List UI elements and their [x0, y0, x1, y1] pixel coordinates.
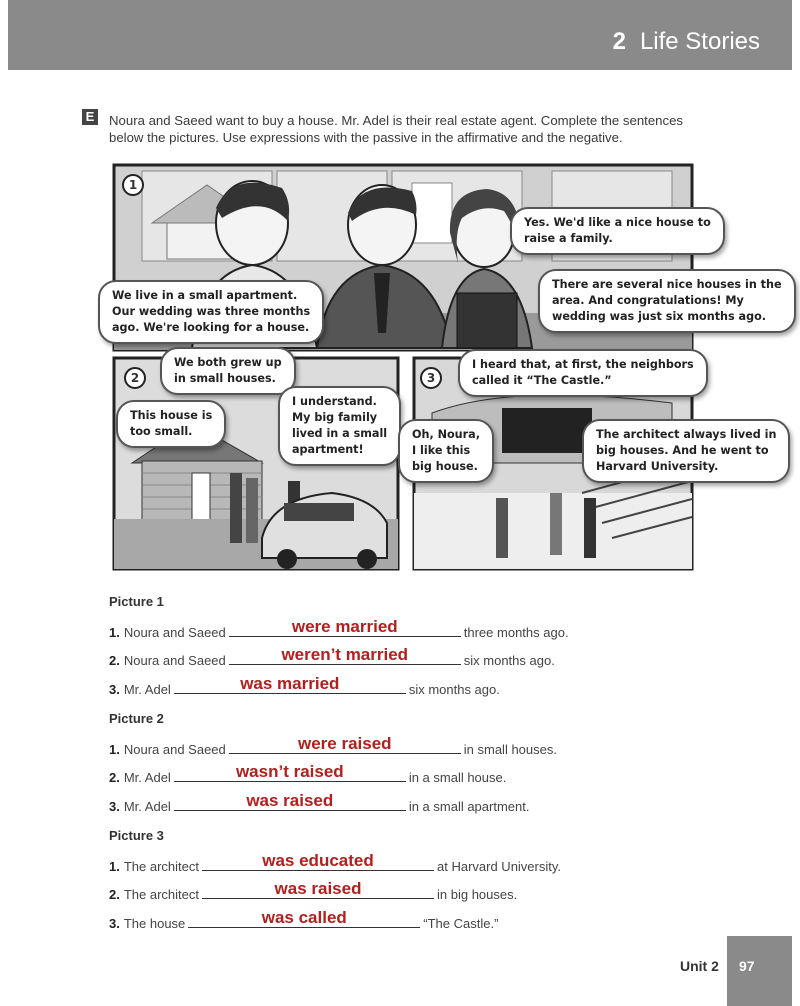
unit-title-text: Life Stories: [639, 28, 760, 55]
bubble-line: The architect always lived in: [596, 428, 777, 441]
sentence-start: The architect: [123, 887, 199, 902]
comic-illustration: [112, 163, 782, 571]
footer-unit-label: Unit 2: [680, 958, 719, 974]
sentence-start: Mr. Adel: [123, 682, 171, 697]
sentence-start: Noura and Saeed: [123, 625, 226, 640]
speech-bubble-understand: [278, 386, 401, 466]
answer-blank[interactable]: [174, 762, 406, 782]
sentence-row: [109, 674, 500, 699]
bubble-line: Our wedding was three months: [112, 305, 311, 318]
speech-bubble-like-house: [398, 419, 494, 483]
answer-text: was married: [240, 674, 340, 693]
speech-bubble-castle: [458, 349, 708, 397]
sentence-end: six months ago.: [408, 682, 500, 697]
sentence-end: in small houses.: [463, 742, 557, 757]
item-number: 2.: [109, 653, 120, 668]
bubble-line: lived in a small: [292, 427, 388, 440]
sentence-start: The architect: [123, 859, 199, 874]
bubble-line: I like this: [412, 444, 471, 457]
bubble-line: This house is: [130, 409, 213, 422]
answer-text: were raised: [297, 734, 392, 753]
answer-blank[interactable]: [229, 617, 461, 637]
panel-3-number: 3: [420, 367, 442, 389]
answer-blank[interactable]: [174, 791, 406, 811]
sentence-row: [109, 879, 518, 904]
unit-number: 2: [612, 28, 626, 55]
bubble-line: Yes. We'd like a nice house to: [524, 216, 711, 229]
bubble-line: big house.: [412, 460, 478, 473]
section-title-picture-3: Picture 3: [109, 828, 164, 843]
sentence-start: Noura and Saeed: [123, 653, 226, 668]
unit-title: [613, 28, 760, 56]
sentence-row: [109, 645, 555, 670]
answer-blank[interactable]: [202, 851, 434, 871]
sentence-start: Mr. Adel: [123, 799, 171, 814]
bubble-line: in small houses.: [174, 372, 276, 385]
exercise-letter-badge: E: [82, 109, 98, 125]
panel-2-number: 2: [124, 367, 146, 389]
item-number: 3.: [109, 916, 120, 931]
sentence-end: in big houses.: [437, 887, 518, 902]
page-number: 97: [739, 958, 755, 974]
bubble-line: I heard that, at first, the neighbors: [472, 358, 694, 371]
answer-blank[interactable]: [229, 734, 461, 754]
sentence-row: [109, 617, 569, 642]
answer-blank[interactable]: [174, 674, 406, 694]
answer-blank[interactable]: [188, 908, 420, 928]
bubble-line: I understand.: [292, 395, 377, 408]
item-number: 2.: [109, 770, 120, 785]
speech-bubble-adel-wedding: [538, 269, 796, 333]
bubble-line: area. And congratulations! My: [552, 294, 744, 307]
sentence-end: “The Castle.”: [423, 916, 499, 931]
sentence-row: [109, 734, 557, 759]
answer-text: was educated: [262, 851, 374, 870]
speech-bubble-noura-apartment: [98, 280, 324, 344]
sentence-end: three months ago.: [463, 625, 569, 640]
sentence-start: Noura and Saeed: [123, 742, 226, 757]
answer-blank[interactable]: [202, 879, 434, 899]
bubble-line: wedding was just six months ago.: [552, 310, 767, 323]
bubble-line: big houses. And he went to: [596, 444, 769, 457]
bubble-line: Harvard University.: [596, 460, 719, 473]
answer-text: was raised: [246, 791, 334, 810]
bubble-line: There are several nice houses in the: [552, 278, 782, 291]
bubble-line: My big family: [292, 411, 378, 424]
section-title-picture-2: Picture 2: [109, 711, 164, 726]
speech-bubble-woman-family: [510, 207, 725, 255]
sentence-start: The house: [123, 916, 186, 931]
bubble-line: Oh, Noura,: [412, 428, 480, 441]
bubble-line: We live in a small apartment.: [112, 289, 298, 302]
speech-bubble-architect: [582, 419, 790, 483]
item-number: 1.: [109, 742, 120, 757]
bubble-line: apartment!: [292, 443, 364, 456]
answer-text: were married: [291, 617, 398, 636]
answer-blank[interactable]: [229, 645, 461, 665]
bubble-line: We both grew up: [174, 356, 282, 369]
answer-text: was called: [261, 908, 347, 927]
answer-text: was raised: [274, 879, 362, 898]
sentence-end: six months ago.: [463, 653, 555, 668]
bubble-line: too small.: [130, 425, 193, 438]
sentence-end: in a small house.: [408, 770, 507, 785]
panel-1-number: 1: [122, 174, 144, 196]
bubble-line: called it “The Castle.”: [472, 374, 612, 387]
exercise-instruction: Noura and Saeed want to buy a house. Mr. Adel is their real estate agent. Complete the sentences below the pictures. Use expressions with the passive in the affirmative and the negative.: [109, 113, 684, 145]
section-title-picture-1: Picture 1: [109, 594, 164, 609]
item-number: 1.: [109, 859, 120, 874]
sentence-end: in a small apartment.: [408, 799, 530, 814]
speech-bubble-too-small: [116, 400, 226, 448]
sentence-row: [109, 791, 530, 816]
bubble-line: raise a family.: [524, 232, 613, 245]
sentence-row: [109, 851, 562, 876]
footer-page-box: [727, 936, 792, 1006]
item-number: 2.: [109, 887, 120, 902]
answer-text: wasn’t raised: [235, 762, 344, 781]
sentence-start: Mr. Adel: [123, 770, 171, 785]
sentence-end: at Harvard University.: [437, 859, 562, 874]
speech-bubble-grew-up: [160, 347, 296, 395]
answer-text: weren’t married: [281, 645, 409, 664]
sentence-row: [109, 762, 507, 787]
sentence-row: [109, 908, 499, 933]
item-number: 1.: [109, 625, 120, 640]
bubble-line: ago. We're looking for a house.: [112, 321, 310, 334]
item-number: 3.: [109, 682, 120, 697]
item-number: 3.: [109, 799, 120, 814]
